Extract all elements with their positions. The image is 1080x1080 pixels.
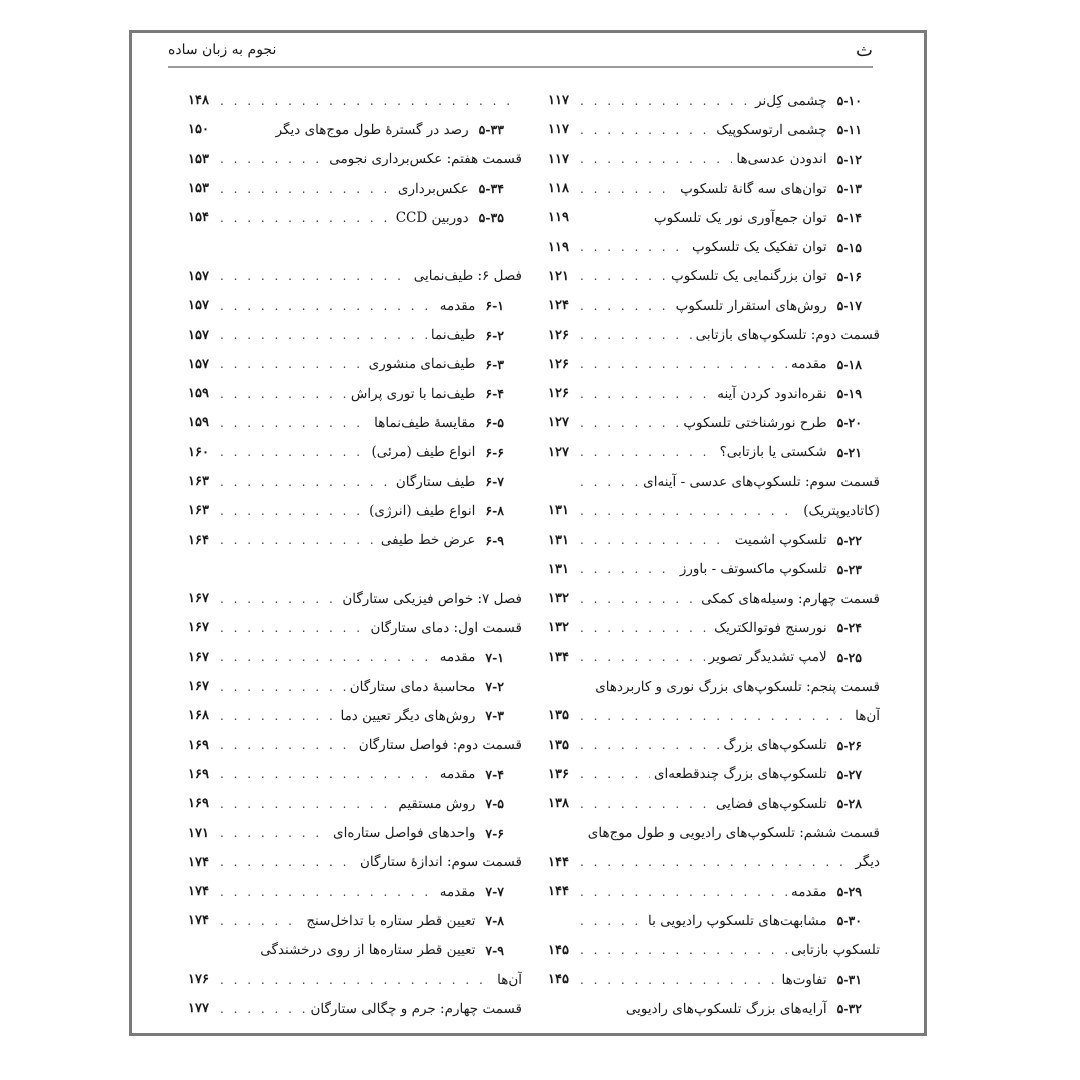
page-number-letter: ث: [856, 39, 873, 61]
section-title: مقایسهٔ طیف‌نماها: [374, 414, 476, 431]
section-title: مقدمه: [439, 297, 476, 314]
section-title: طیف‌نما: [430, 327, 476, 344]
toc-entry: [188, 174, 522, 203]
dot-leader: [220, 387, 347, 401]
section-title: طیف‌نمای منشوری: [368, 356, 476, 373]
toc-entry: [188, 848, 522, 877]
section-title: عکس‌برداری: [397, 180, 469, 197]
toc-spacer: [188, 555, 522, 584]
section-number: ۵-۳۲: [836, 1001, 862, 1017]
page-number: ۱۶۴: [188, 532, 209, 548]
section-number: ۵-۱۴: [836, 210, 862, 226]
section-title: قسمت چهارم: وسیله‌های کمکی: [701, 590, 880, 607]
dot-leader: [220, 504, 365, 518]
page-number: ۱۳۲: [548, 591, 569, 607]
section-title: شکستی یا بازتابی؟: [719, 444, 827, 461]
toc-entry: [188, 584, 522, 613]
toc-entry: [188, 203, 522, 232]
section-number: ۵-۲۱: [836, 444, 862, 460]
section-number: ۷-۴: [485, 766, 504, 782]
toc-entry: [548, 672, 880, 701]
toc-entry: [188, 86, 522, 115]
dot-leader: [580, 855, 851, 869]
toc-entry: [548, 848, 880, 877]
section-number: ۷-۹: [485, 942, 504, 958]
toc-entry: [188, 936, 522, 965]
section-title: توان بزرگنمایی یک تلسکوپ: [670, 268, 827, 285]
section-title: رصد در گسترهٔ طول موج‌های دیگر: [275, 121, 469, 138]
section-title: واحدهای فواصل ستاره‌ای: [333, 825, 476, 842]
dot-leader: [580, 387, 713, 401]
toc-entry: [188, 965, 522, 994]
toc-entry: [548, 701, 880, 730]
section-number: ۵-۲۹: [836, 884, 862, 900]
dot-leader: [580, 94, 751, 108]
section-title: آرایه‌های بزرگ تلسکوپ‌های رادیویی: [625, 1000, 827, 1017]
section-number: ۷-۳: [485, 708, 504, 724]
dot-leader: [220, 973, 493, 987]
dot-leader: [580, 269, 667, 283]
section-title: قسمت اول: دمای ستارگان: [370, 619, 522, 636]
page-number: ۱۲۱: [548, 268, 569, 284]
page-number: ۱۳۶: [548, 766, 569, 782]
toc-entry: [188, 467, 522, 496]
toc-column-right: [548, 86, 880, 1024]
dot-leader: [220, 738, 355, 752]
section-title: تلسکوپ‌های بزرگ چندقطعه‌ای: [653, 766, 827, 783]
section-title: فصل ۶: طیف‌نمایی: [413, 268, 522, 285]
dot-leader: [580, 650, 705, 664]
dot-leader: [580, 562, 676, 576]
section-number: ۵-۱۶: [836, 268, 862, 284]
toc-entry: [188, 145, 522, 174]
dot-leader: [220, 914, 302, 928]
section-number: ۵-۳۰: [836, 913, 862, 929]
toc-entry: [548, 232, 880, 261]
section-title: دوربین CCD: [395, 209, 469, 226]
page-number: ۱۴۵: [548, 942, 569, 958]
section-number: ۵-۲۸: [836, 796, 862, 812]
toc-entry: [548, 203, 880, 232]
page-number: ۱۷۱: [188, 825, 209, 841]
section-title: تلسکوپ بازتابی: [791, 942, 880, 959]
toc-entry: [188, 291, 522, 320]
page-number: ۱۳۱: [548, 532, 569, 548]
dot-leader: [580, 885, 787, 899]
dot-leader: [220, 211, 392, 225]
section-title: عرض خط طیفی: [380, 532, 476, 549]
section-title: توان جمع‌آوری نور یک تلسکوپ: [653, 209, 827, 226]
dot-leader: [580, 445, 716, 459]
toc-entry: [548, 291, 880, 320]
section-number: ۵-۱۱: [836, 122, 862, 138]
section-title: چشمی کِل‌نر: [755, 92, 827, 109]
section-title: آن‌ها: [497, 971, 522, 988]
dot-leader: [220, 299, 436, 313]
page-number: ۱۶۰: [188, 444, 209, 460]
section-number: ۶-۸: [485, 503, 504, 519]
toc-entry: [548, 438, 880, 467]
toc-entry: [548, 86, 880, 115]
section-title: (کاتادیوپتریک): [803, 502, 880, 519]
section-title: طرح نورشناختی تلسکوپ: [683, 414, 827, 431]
dot-leader: [580, 240, 688, 254]
section-number: ۵-۱۳: [836, 181, 862, 197]
section-title: قسمت ششم: تلسکوپ‌های رادیویی و طول موج‌های: [587, 825, 880, 842]
section-number: ۷-۵: [485, 796, 504, 812]
toc-entry: [548, 174, 880, 203]
section-number: ۶-۴: [485, 386, 504, 402]
page-number: ۱۳۴: [548, 649, 569, 665]
page-number: ۱۵۹: [188, 415, 209, 431]
section-title: دیگر: [855, 854, 880, 871]
dot-leader: [580, 357, 787, 371]
section-number: ۶-۲: [485, 327, 504, 343]
dot-leader: [220, 855, 356, 869]
section-number: ۵-۲۳: [836, 561, 862, 577]
section-number: ۵-۲۶: [836, 737, 862, 753]
dot-leader: [220, 885, 436, 899]
page-number: ۱۶۹: [188, 737, 209, 753]
section-title: قسمت دوم: فواصل ستارگان: [358, 737, 522, 754]
section-title: تلسکوپ ماکسوتف - باورز: [679, 561, 827, 578]
dot-leader: [580, 182, 676, 196]
page-number: ۱۱۹: [548, 210, 569, 226]
dot-leader: [220, 152, 325, 166]
page-number: ۱۲۷: [548, 444, 569, 460]
page-number: ۱۱۷: [548, 151, 569, 167]
toc-entry: [548, 818, 880, 847]
section-number: ۵-۱۸: [836, 356, 862, 372]
section-title: طیف ستارگان: [395, 473, 476, 490]
section-title: چشمی ارتوسکوپیک: [716, 121, 827, 138]
toc-entry: [548, 350, 880, 379]
page-number: ۱۱۷: [548, 93, 569, 109]
section-title: مقدمه: [439, 883, 476, 900]
toc-entry: [548, 613, 880, 642]
section-number: ۷-۶: [485, 825, 504, 841]
toc-entry: [548, 584, 880, 613]
section-number: ۶-۹: [485, 532, 504, 548]
dot-leader: [580, 504, 799, 518]
section-number: ۵-۲۴: [836, 620, 862, 636]
page-number: ۱۲۷: [548, 415, 569, 431]
section-title: قسمت چهارم: جرم و چگالی ستارگان: [310, 1000, 522, 1017]
toc-entry: [188, 408, 522, 437]
header-divider: [168, 66, 873, 68]
section-number: ۷-۸: [485, 913, 504, 929]
dot-leader: [220, 182, 394, 196]
page-number: ۱۴۴: [548, 854, 569, 870]
toc-entry: [548, 496, 880, 525]
page-number: ۱۵۰: [188, 122, 209, 138]
page-number: ۱۲۶: [548, 356, 569, 372]
dot-leader: [220, 533, 377, 547]
page-number: ۱۵۷: [188, 327, 209, 343]
page-number: ۱۳۱: [548, 561, 569, 577]
page-number: ۱۳۱: [548, 503, 569, 519]
section-number: ۶-۷: [485, 474, 504, 489]
dot-leader: [580, 709, 851, 723]
toc-entry: [548, 555, 880, 584]
section-number: ۵-۱۲: [836, 151, 862, 167]
section-number: ۷-۲: [485, 679, 504, 695]
page-number: ۱۴۵: [548, 972, 569, 988]
toc-entry: [548, 525, 880, 554]
section-title: روش‌های استقرار تلسکوپ: [675, 297, 827, 314]
section-title: روش‌های دیگر تعیین دما: [340, 707, 476, 724]
toc-entry: [188, 613, 522, 642]
section-number: ۵-۱۰: [836, 93, 862, 109]
section-title: نقره‌اندود کردن آینه: [717, 385, 827, 402]
dot-leader: [580, 738, 719, 752]
dot-leader: [220, 475, 392, 489]
toc-column-left: [188, 86, 522, 1024]
dot-leader: [220, 650, 436, 664]
section-title: مقدمه: [791, 356, 827, 373]
section-number: ۵-۱۹: [836, 386, 862, 402]
section-number: ۵-۲۲: [836, 532, 862, 548]
section-title: قسمت پنجم: تلسکوپ‌های بزرگ نوری و کاربردهای: [595, 678, 880, 695]
section-number: ۶-۵: [485, 415, 504, 431]
toc-entry: [548, 262, 880, 291]
dot-leader: [220, 797, 394, 811]
page-number: ۱۶۳: [188, 503, 209, 519]
toc-entry: [548, 906, 880, 935]
toc-entry: [188, 760, 522, 789]
page-number: ۱۵۷: [188, 268, 209, 284]
toc-entry: [188, 525, 522, 554]
dot-leader: [580, 621, 710, 635]
section-title: توان تفکیک یک تلسکوپ: [691, 239, 827, 256]
page-number: ۱۴۸: [188, 93, 209, 109]
dot-leader: [220, 416, 370, 430]
dot-leader: [220, 328, 427, 342]
page-number: ۱۳۵: [548, 708, 569, 724]
section-number: ۶-۱: [485, 298, 504, 314]
page-number: ۱۶۷: [188, 679, 209, 695]
dot-leader: [580, 797, 712, 811]
toc-entry: [188, 379, 522, 408]
page-number: ۱۷۴: [188, 884, 209, 900]
dot-leader: [580, 973, 777, 987]
page-number: ۱۳۲: [548, 620, 569, 636]
section-title: لامپ تشدیدگر تصویر: [708, 649, 827, 666]
section-title: قسمت هفتم: عکس‌برداری نجومی: [329, 151, 522, 168]
toc-entry: [548, 731, 880, 760]
dot-leader: [580, 767, 650, 781]
section-number: ۵-۳۳: [478, 122, 504, 138]
section-number: ۵-۱۵: [836, 239, 862, 255]
dot-leader: [580, 914, 644, 928]
running-head: [168, 38, 873, 62]
section-title: تعیین قطر ستاره با تداخل‌سنج: [306, 912, 476, 929]
toc-entry: [548, 379, 880, 408]
toc-entry: [188, 438, 522, 467]
toc-entry: [548, 145, 880, 174]
section-title: مقدمه: [439, 766, 476, 783]
toc-entry: [188, 496, 522, 525]
section-title: مقدمه: [439, 649, 476, 666]
toc-spacer: [188, 232, 522, 261]
toc-entry: [548, 408, 880, 437]
page-number: ۱۷۴: [188, 913, 209, 929]
section-title: انواع طیف (مرئی): [371, 444, 476, 461]
toc-entry: [548, 643, 880, 672]
section-title: قسمت دوم: تلسکوپ‌های بازتابی: [695, 327, 880, 344]
dot-leader: [220, 269, 410, 283]
toc-entry: [548, 994, 880, 1023]
toc-entry: [188, 906, 522, 935]
toc-entry: [548, 467, 880, 496]
page-number: ۱۵۷: [188, 298, 209, 314]
page-number: ۱۷۷: [188, 1001, 209, 1017]
toc-entry: [548, 115, 880, 144]
page-number: ۱۵۹: [188, 386, 209, 402]
toc-entry: [188, 115, 522, 144]
page-number: ۱۶۳: [188, 474, 209, 489]
dot-leader: [220, 445, 367, 459]
section-title: فصل ۷: خواص فیزیکی ستارگان: [342, 590, 522, 607]
section-title: تفاوت‌ها: [781, 971, 827, 988]
section-number: ۷-۱: [485, 649, 504, 665]
page-number: ۱۶۹: [188, 796, 209, 812]
dot-leader: [220, 1002, 306, 1016]
section-title: روش مستقیم: [398, 795, 476, 812]
toc-entry: [188, 701, 522, 730]
toc-entry: [188, 643, 522, 672]
page-number: ۱۵۷: [188, 356, 209, 372]
section-number: ۵-۳۱: [836, 972, 862, 988]
section-title: توان‌های سه گانهٔ تلسکوپ: [680, 180, 827, 197]
dot-leader: [580, 592, 697, 606]
toc-entry: [188, 818, 522, 847]
dot-leader: [580, 299, 672, 313]
toc-entry: [188, 994, 522, 1023]
section-number: ۵-۳۵: [478, 210, 504, 226]
dot-leader: [220, 94, 518, 108]
dot-leader: [220, 826, 329, 840]
section-title: تلسکوپ‌های بزرگ: [723, 737, 827, 754]
page-number: ۱۶۷: [188, 591, 209, 607]
dot-leader: [580, 533, 731, 547]
dot-leader: [580, 328, 692, 342]
section-number: ۶-۶: [485, 444, 504, 460]
section-number: ۵-۲۷: [836, 766, 862, 782]
page-number: ۱۶۷: [188, 649, 209, 665]
page-number: ۱۶۹: [188, 766, 209, 782]
page-number: ۱۱۷: [548, 122, 569, 138]
page-number: ۱۴۴: [548, 884, 569, 900]
page-number: ۱۲۴: [548, 298, 569, 314]
dot-leader: [580, 123, 712, 137]
section-number: ۵-۲۵: [836, 649, 862, 665]
toc-entry: [548, 789, 880, 818]
page-number: ۱۳۸: [548, 796, 569, 812]
toc-entry: [188, 731, 522, 760]
dot-leader: [220, 357, 365, 371]
toc-entry: [188, 350, 522, 379]
page-number: ۱۱۹: [548, 239, 569, 255]
dot-leader: [580, 416, 679, 430]
section-number: ۵-۳۴: [478, 181, 504, 197]
section-title: انواع طیف (انرژی): [369, 502, 476, 519]
page-number: ۱۲۶: [548, 386, 569, 402]
toc-entry: [188, 262, 522, 291]
section-title: تلسکوپ‌های فضایی: [715, 795, 827, 812]
toc-entry: [548, 965, 880, 994]
dot-leader: [580, 475, 639, 489]
section-title: طیف‌نما با توری پراش: [350, 385, 476, 402]
dot-leader: [580, 152, 732, 166]
section-title: آن‌ها: [855, 707, 880, 724]
toc-entry: [548, 877, 880, 906]
section-title: نورسنج فوتوالکتریک: [714, 619, 827, 636]
toc-entry: [548, 936, 880, 965]
section-title: تعیین قطر ستاره‌ها از روی درخشندگی: [260, 942, 476, 959]
book-title: نجوم به زبان ساده: [168, 42, 277, 58]
section-number: ۵-۱۷: [836, 298, 862, 314]
page-number: ۱۷۶: [188, 972, 209, 988]
page-number: ۱۶۸: [188, 708, 209, 724]
page-number: ۱۵۴: [188, 210, 209, 226]
toc-entry: [548, 760, 880, 789]
toc-entry: [548, 320, 880, 349]
section-title: مشابهت‌های تلسکوپ رادیویی با: [648, 912, 827, 929]
section-number: ۶-۳: [485, 356, 504, 372]
page-number: ۱۵۳: [188, 181, 209, 197]
section-number: ۷-۷: [485, 884, 504, 900]
section-number: ۵-۲۰: [836, 415, 862, 431]
page-number: ۱۱۸: [548, 181, 569, 197]
section-title: قسمت سوم: اندازهٔ ستارگان: [359, 854, 522, 871]
toc-entry: [188, 789, 522, 818]
section-title: تلسکوپ اشمیت: [734, 532, 827, 549]
dot-leader: [220, 680, 346, 694]
dot-leader: [220, 592, 338, 606]
toc-entry: [188, 877, 522, 906]
page-number: ۱۷۴: [188, 854, 209, 870]
dot-leader: [220, 767, 436, 781]
dot-leader: [580, 943, 787, 957]
toc-entry: [188, 320, 522, 349]
section-title: اندودن عدسی‌ها: [736, 151, 827, 168]
page-number: ۱۳۵: [548, 737, 569, 753]
dot-leader: [220, 709, 336, 723]
section-title: قسمت سوم: تلسکوپ‌های عدسی - آینه‌ای: [643, 473, 880, 490]
page-number: ۱۲۶: [548, 327, 569, 343]
section-title: محاسبهٔ دمای ستارگان: [349, 678, 476, 695]
page-number: ۱۵۳: [188, 151, 209, 167]
dot-leader: [220, 621, 367, 635]
section-title: مقدمه: [791, 883, 827, 900]
toc-entry: [188, 672, 522, 701]
page-number: ۱۶۷: [188, 620, 209, 636]
